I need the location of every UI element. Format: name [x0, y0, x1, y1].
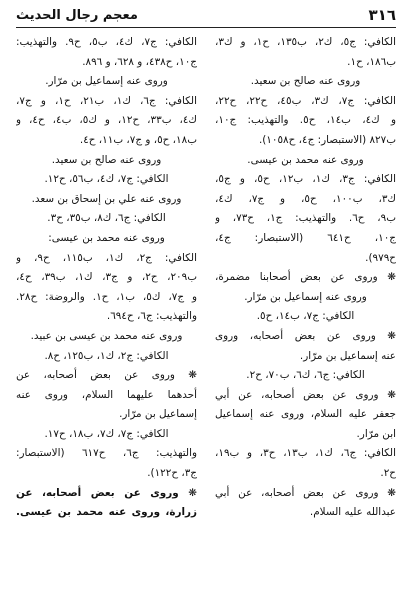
text-line: و ج٧، ك٥، ب١، ح١. والروضة: ح٢٨.: [16, 290, 197, 303]
text-line: ب٢٠٩، ح٢، و ج٣، ك١، ب٣٩، ح٤،: [16, 271, 197, 284]
text-line: والتهذيب: ج٦، ح٦٩٤.: [106, 310, 197, 323]
text-line: الكافي: ج٧، ك٤، ب٥، ح٩. والتهذيب:: [16, 36, 197, 48]
text-line: الكافي: ج٦، ك٨، ب٣٥، ح٣.: [47, 212, 166, 225]
text-line: ك٣، ب١٠٠، ح٥، و ج٧، ك٤،: [215, 192, 396, 205]
text-line: و ك٤، ب١٤، ح٥. والتهذيب: ج١٠،: [215, 114, 396, 127]
text-line: ح٢.: [380, 467, 396, 480]
text-line: الكافي: ج٢، ك١، ب١٢٥، ح٨.: [44, 349, 169, 362]
text-line: جعفر عليه السلام، وروى عنه إسماعيل: [215, 408, 396, 421]
text-line: زرارة، وروى عنه محمد بن عيسى.: [16, 506, 197, 519]
text-line: وروى عنه صالح بن سعيد.: [250, 75, 361, 88]
text-line: ج١٠، ح٤٣٨، و ٦٢٨، و ٨٩٦.: [82, 55, 197, 68]
text-line: الكافي: ج٧، ب١٤، ح٥.: [256, 310, 355, 323]
text-line: الكافي: ج٥، ك٢، ب١٣٥، ح١، و ك٣،: [215, 36, 396, 48]
text-line: الكافي: ج٦، ك١، ب١٣، ح٣، و ب١٩،: [215, 447, 396, 460]
page-number: ٣١٦: [368, 6, 396, 24]
running-title: معجم رجال الحديث: [16, 7, 138, 23]
text-line: ابن مرّار.: [356, 427, 396, 440]
text-line: الكافي: ج٧، ك٤، ب٥٦، ح١٢.: [44, 173, 169, 186]
text-line: ب١٨٦، ح١.: [347, 55, 396, 68]
text-line: ج٣، ح١٢٢).: [147, 467, 197, 480]
text-line: ❋ وروى عن بعض أصحابه، عن أبي: [215, 388, 396, 401]
text-line: ❋ وروى عن بعض أصحابه، عن: [16, 369, 197, 382]
text-line: ❋ وروى عن بعض أصحابه، عن: [16, 486, 197, 499]
text-line: إسماعيل بن مرّار.: [119, 408, 197, 421]
text-line: وروى عنه محمد بن عيسى بن عبيد.: [30, 329, 183, 342]
text-line: عنه إسماعيل بن مرّار.: [299, 349, 396, 362]
text-line: وروى عنه علي بن إسحاق بن سعد.: [31, 192, 182, 205]
text-line: أحدهما عليهما السلام، وروى عنه: [16, 388, 197, 401]
text-line: ب٩، ح٦. والتهذيب: ج١، ح٧٣، و: [215, 212, 396, 225]
text-line: ❋ وروى عن بعض أصحابه، عن أبي: [215, 486, 396, 499]
text-line: عبدالله عليه السلام.: [309, 506, 396, 519]
header-rule: [16, 27, 396, 28]
text-columns: [16, 33, 396, 606]
left-column: [16, 33, 197, 606]
text-line: ❋ وروى عن بعض أصحابه، وروى: [215, 329, 396, 342]
text-line: الكافي: ج٣، ك١، ب١٢، ح٥، و ج٥،: [215, 173, 396, 186]
text-line: وروى عنه إسماعيل بن مرّار.: [45, 75, 168, 88]
text-line: الكافي: ج٦، ك١، ب٢١، ح١، و ج٧،: [16, 94, 197, 107]
text-line: الكافي: ج٧، ك٧، ب١٨، ح١٧.: [44, 427, 169, 440]
text-line: ح٩٧٩).: [365, 251, 396, 264]
text-line: وروى عنه محمد بن عيسى:: [48, 231, 165, 244]
text-line: ب٨٢٧ (الاستبصار: ج٤، ح١٠٥٨).: [258, 133, 396, 146]
text-line: الكافي: ج٢، ك١، ب١١٥، ح٩، و: [16, 251, 197, 264]
text-line: الكافي: ج٦، ك٦، ب٧٠، ح٢.: [246, 369, 365, 382]
text-line: وروى عنه صالح بن سعيد.: [51, 153, 162, 166]
page-header: [16, 4, 396, 26]
text-line: ك٤، ب٣٣، ح١٢، و ك٥، ب٤، ح٤، و: [16, 114, 197, 127]
text-line: وروى عنه محمد بن عيسى.: [247, 153, 364, 166]
right-column: [215, 33, 396, 606]
text-line: ب١٨، ح٥، و ج٧، ب١١، ح٤.: [79, 133, 197, 146]
text-line: ❋ وروى عن بعض أصحابنا مضمرة،: [215, 271, 396, 284]
text-line: والتهذيب: ج٦، ح٦١٧ (الاستبصار:: [16, 447, 197, 460]
text-line: وروى عنه إسماعيل بن مرّار.: [244, 290, 367, 303]
text-line: الكافي: ج٧، ك٣، ب٤٥، ح٢٢، ح٢٢،: [215, 94, 396, 107]
text-line: ج١٠، ح٦٤١ (الاستبصار: ج٤،: [215, 231, 396, 244]
